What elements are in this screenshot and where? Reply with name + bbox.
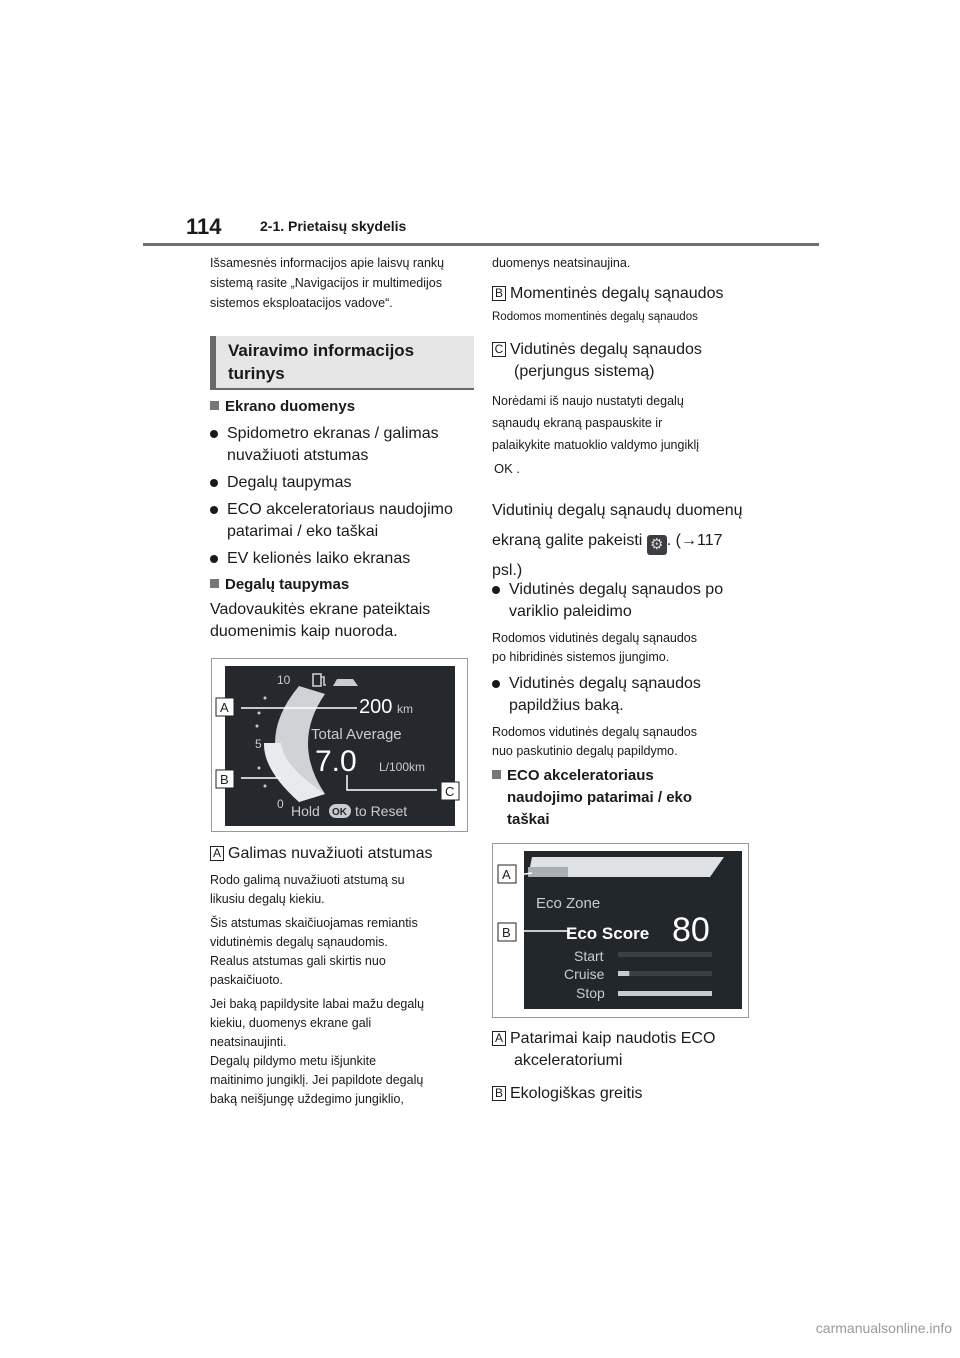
page-number: 114: [186, 214, 222, 239]
label-b: B: [492, 1086, 506, 1101]
cruise-bar-track: [618, 971, 712, 976]
list-item: Degalų taupymas: [210, 472, 472, 494]
list-item: Vidutinės degalų sąnaudos po variklio paleidimo: [492, 579, 754, 623]
stop-label: Stop: [576, 985, 605, 1001]
ok-text: OK: [332, 807, 347, 818]
average-value: 7.0: [315, 745, 357, 778]
gear-icon: ⚙: [647, 535, 667, 555]
average-bullets: [492, 579, 754, 761]
rb-title: B Ekologiškas greitis: [492, 1083, 643, 1105]
reset-text: to Reset: [355, 803, 408, 819]
list-item: EV kelionės laiko ekranas: [210, 548, 472, 570]
list-item: Spidometro ekranas / galimas nuvažiuoti atstumas: [210, 423, 472, 467]
average-data-text: Vidutinių degalų sąnaudų duomenų ekraną galite pakeisti ⚙ . (→117 psl.): [492, 502, 743, 579]
watermark: carmanualsonline.info: [815, 1320, 952, 1336]
label-a: A: [210, 846, 224, 861]
header-rule: [143, 243, 819, 246]
section-title: Vairavimo informacijos turinys: [228, 341, 415, 383]
list-item: Vidutinės degalų sąnaudos papildžius baką.: [492, 673, 754, 717]
range-value: 200: [359, 696, 393, 718]
b-title: B Momentinės degalų sąnaudos: [492, 283, 723, 305]
a-description: Rodo galimą nuvažiuoti atstumą su likusiu degalų kiekiu. Šis atstumas skaičiuojamas remiantis vidutinėmis degalų sąnaudomis. Realus atstumas gali skirtis nuo paskaičiuoto. Jei baką papildysite labai mažu degalų kiekiu, duomenys ekrane gali neatsinaujinti. Degalų pildymo metu išjunkite maitinimo jungiklį. Jei papildote degalų baką neišjungę uždegimo jungiklio,: [210, 873, 425, 1106]
square-bullet-icon: [210, 401, 219, 410]
range-unit: km: [397, 702, 413, 716]
callout-a: A: [502, 867, 511, 882]
callout-b: B: [502, 925, 511, 940]
eco-zone-label: Eco Zone: [536, 895, 601, 912]
ok-line: OK .: [494, 461, 521, 476]
label-c: C: [492, 342, 506, 357]
fuel-heading: Degalų taupymas: [210, 574, 349, 596]
bullet1-description: Rodomos vidutinės degalų sąnaudos po hibridinės sistemos įjungimo.: [492, 631, 697, 664]
eco-heading: ECO akceleratoriaus naudojimo patarimai / eko taškai: [492, 765, 752, 831]
total-average-label: Total Average: [311, 726, 402, 743]
gauge-tick-5: 5: [255, 737, 262, 751]
a-title: A Galimas nuvažiuoti atstumas: [210, 843, 433, 865]
start-label: Start: [574, 948, 604, 964]
cruise-bar-fill: [618, 971, 629, 976]
callout-b: B: [220, 772, 229, 787]
screen-data-list: [210, 423, 472, 570]
callout-a: A: [220, 700, 229, 715]
gauge-tick-10: 10: [277, 673, 291, 687]
eco-score-label: Eco Score: [566, 924, 650, 943]
label-b: B: [492, 286, 506, 301]
b-description: Rodomos momentinės degalų sąnaudos: [492, 311, 698, 323]
continued-text: duomenys neatsinaujina.: [492, 256, 631, 270]
list-item: ECO akceleratoriaus naudojimo patarimai / eko taškai: [210, 499, 472, 543]
ok-button-label: OK: [494, 461, 513, 476]
average-unit: L/100km: [379, 760, 426, 774]
hold-text: Hold: [291, 803, 320, 819]
square-bullet-icon: [492, 770, 501, 779]
bullet2-description: Rodomos vidutinės degalų sąnaudos nuo paskutinio degalų papildymo.: [492, 725, 697, 758]
eco-score-figure: [492, 843, 749, 1018]
c-title: C Vidutinės degalų sąnaudos (perjungus sistemą): [492, 339, 752, 383]
fuel-text: Vadovaukitės ekrane pateiktais duomenimis kaip nuoroda.: [210, 601, 431, 640]
callout-c: C: [445, 784, 455, 799]
cruise-label: Cruise: [564, 966, 605, 982]
screen-data-heading: Ekrano duomenys: [210, 396, 355, 418]
section-title-box: [210, 336, 474, 390]
start-bar: [618, 952, 712, 957]
square-bullet-icon: [210, 579, 219, 588]
chapter-title: 2-1. Prietaisų skydelis: [260, 218, 407, 234]
stop-bar-fill: [618, 991, 712, 996]
eco-score-value: 80: [672, 911, 710, 949]
c-description: Norėdami iš naujo nustatyti degalų sąnaudų ekraną paspauskite ir palaikykite matuoklio valdymo jungiklį: [492, 394, 700, 452]
intro-text: Išsamesnės informacijos apie laisvų rankų sistemą rasite „Navigacijos ir multimedijos sistemos eksploatacijos vadove“.: [210, 256, 445, 310]
label-a: A: [492, 1031, 506, 1046]
ra-title: A Patarimai kaip naudotis ECO akceleratoriumi: [492, 1028, 752, 1072]
fuel-economy-figure: [211, 658, 468, 832]
gauge-tick-0: 0: [277, 797, 284, 811]
